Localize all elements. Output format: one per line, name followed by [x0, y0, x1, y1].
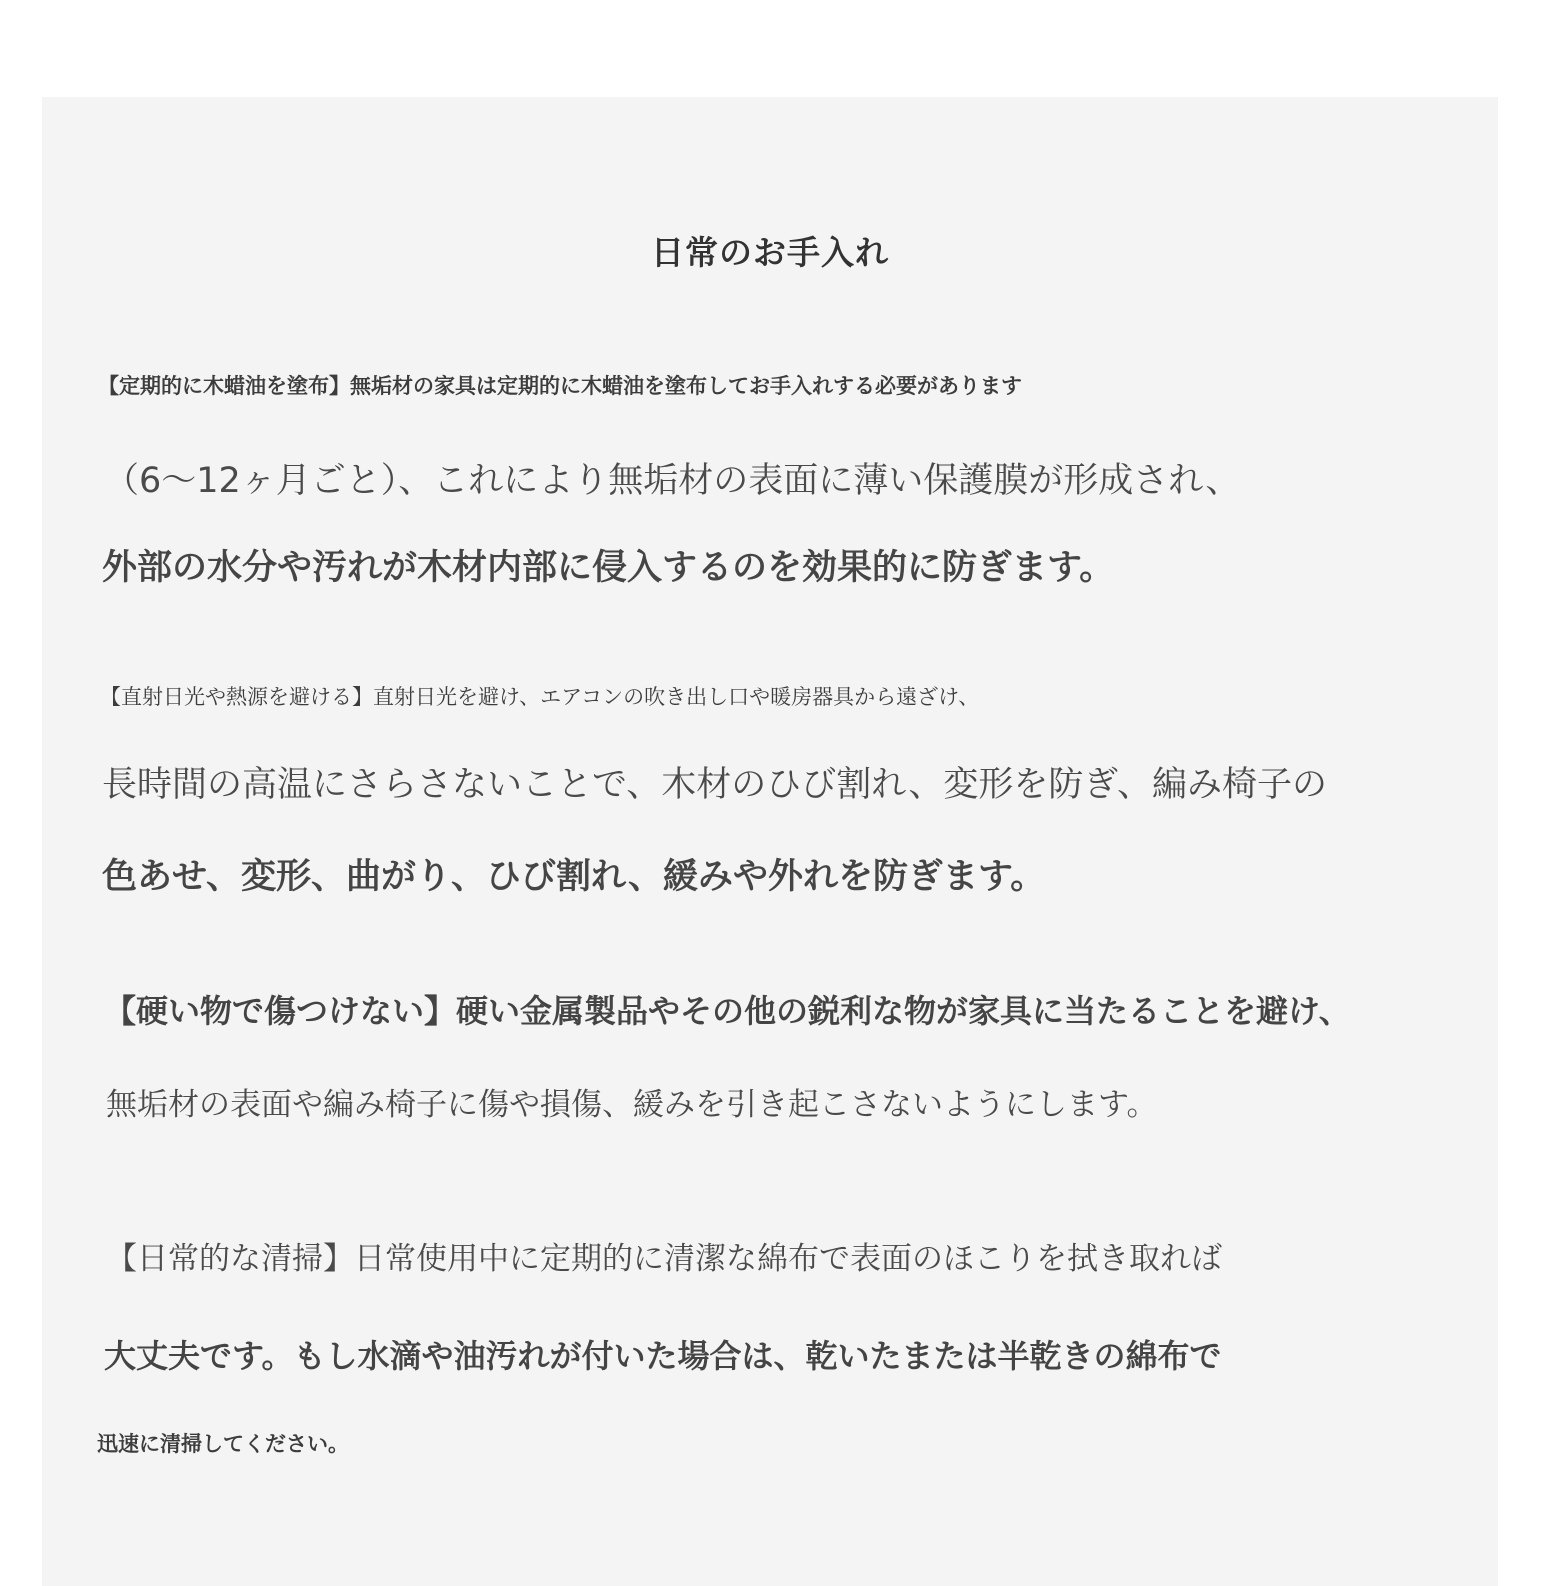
section-1-line-1: 【定期的に木蜡油を塗布】無垢材の家具は定期的に木蜡油を塗布してお手入れする必要があります: [98, 374, 1022, 398]
section-2-line-3: 色あせ、変形、曲がり、ひび割れ、緩みや外れを防ぎます。: [102, 857, 1046, 897]
section-2-line-2: 長時間の高温にさらさないことで、木材のひび割れ、変形を防ぎ、編み椅子の: [102, 765, 1328, 805]
section-3-line-1: 【硬い物で傷つけない】硬い金属製品やその他の鋭利な物が家具に当たることを避け、: [104, 992, 1351, 1030]
section-4-line-3: 迅速に清掃してください。: [97, 1432, 349, 1456]
section-4-line-2: 大丈夫です。もし水滴や油汚れが付いた場合は、乾いたまたは半乾きの綿布で: [104, 1337, 1222, 1375]
section-3-line-2: 無垢材の表面や編み椅子に傷や損傷、緩みを引き起こさないようにします。: [106, 1087, 1158, 1123]
section-4-line-1: 【日常的な清掃】日常使用中に定期的に清潔な綿布で表面のほこりを拭き取れば: [106, 1241, 1222, 1277]
section-1-line-2: （6～12ヶ月ごと）、これにより無垢材の表面に薄い保護膜が形成され、: [104, 461, 1241, 501]
page-title: 日常のお手入れ: [651, 233, 889, 272]
section-2-line-1: 【直射日光や熱源を避ける】直射日光を避け、エアコンの吹き出し口や暖房器具から遠ざけ、: [100, 685, 980, 709]
care-instructions-panel: [42, 97, 1498, 1586]
section-1-line-3: 外部の水分や汚れが木材内部に侵入するのを効果的に防ぎます。: [102, 548, 1115, 588]
